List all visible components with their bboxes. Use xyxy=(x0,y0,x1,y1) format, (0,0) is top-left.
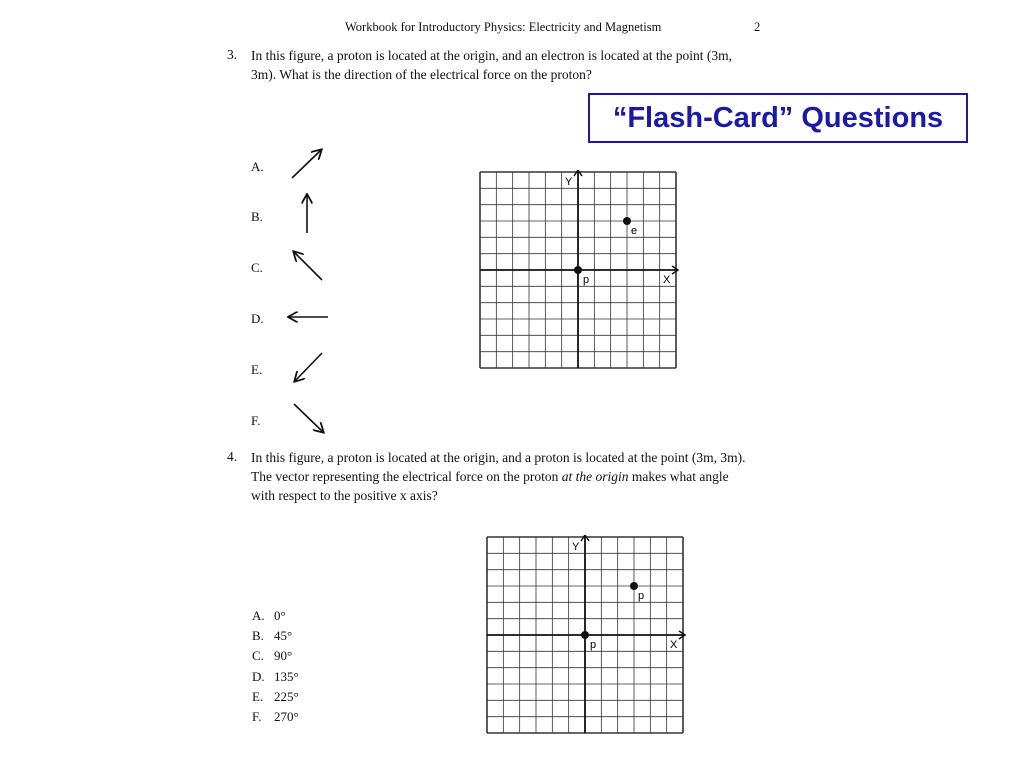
q4-text-emphasis: at the origin xyxy=(561,469,629,484)
arrow-up-right-icon xyxy=(292,150,321,178)
q4-option-e xyxy=(252,687,299,707)
q4-number: 4. xyxy=(227,449,238,464)
q4-option-value: 135° xyxy=(274,668,299,684)
q4-option-f xyxy=(252,707,299,727)
q3-origin-particle-label: p xyxy=(583,274,590,286)
page-number: 2 xyxy=(754,20,761,34)
q4-origin-particle xyxy=(581,631,589,639)
q4-option-c xyxy=(252,646,299,666)
arrow-down-right-icon xyxy=(294,404,323,432)
q4-text-line1: In this figure, a proton is located at the origin, and a proton is located at the point (3m, 3m). xyxy=(251,450,746,465)
q4-option-label: F. xyxy=(252,709,262,725)
q4-option-value: 270° xyxy=(274,709,299,725)
q3-option-d-label: D. xyxy=(251,311,264,326)
arrow-up-left-icon xyxy=(294,252,322,280)
q3-other-particle xyxy=(623,217,631,225)
q3-number: 3. xyxy=(227,47,238,62)
q4-text-line2-c: makes what angle xyxy=(628,469,729,484)
q3-option-c-label: C. xyxy=(251,260,263,275)
q4-option-b xyxy=(252,626,299,646)
q4-option-label: D. xyxy=(252,668,265,684)
q3-origin-particle xyxy=(574,266,582,274)
flash-card-title: “Flash-Card” Questions xyxy=(612,101,944,134)
q4-option-label: A. xyxy=(252,608,265,623)
q3-other-particle-label: e xyxy=(631,225,638,237)
q3-x-label: X xyxy=(663,274,671,286)
q4-other-particle xyxy=(630,582,638,590)
q3-option-a-label: A. xyxy=(251,159,264,174)
q3-option-f-label: F. xyxy=(251,413,261,428)
q4-text-line2-a: The vector representing the electrical force on the proton xyxy=(251,469,562,484)
q4-other-particle-label: p xyxy=(638,590,645,602)
header-title: Workbook for Introductory Physics: Electricity and Magnetism xyxy=(345,20,662,34)
q4-option-label: E. xyxy=(252,688,264,704)
q4-option-value: 0° xyxy=(274,608,286,623)
q4-origin-particle-label: p xyxy=(590,639,597,651)
q4-answer-list xyxy=(252,606,299,727)
arrow-down-left-icon xyxy=(295,353,322,381)
q3-option-e-label: E. xyxy=(251,362,263,377)
q4-y-label: Y xyxy=(572,541,580,553)
q3-y-label: Y xyxy=(565,176,573,188)
q3-coordinate-grid xyxy=(478,170,680,370)
q4-option-d xyxy=(252,667,299,687)
q4-option-value: 45° xyxy=(274,628,293,644)
q3-option-b-label: B. xyxy=(251,209,263,224)
q4-x-label: X xyxy=(670,639,678,651)
q4-option-label: B. xyxy=(252,628,264,644)
q4-option-value: 225° xyxy=(274,688,299,704)
q4-option-a xyxy=(252,606,299,626)
q3-text-line1: In this figure, a proton is located at the origin, and an electron is located at the point (3m, xyxy=(251,48,732,63)
q4-option-label: C. xyxy=(252,648,264,664)
q4-coordinate-grid xyxy=(485,535,687,735)
q3-text-line2: 3m). What is the direction of the electrical force on the proton? xyxy=(251,67,592,82)
q4-text-line2 xyxy=(251,467,729,486)
q4-text-line3: with respect to the positive x axis? xyxy=(251,488,438,503)
q4-option-value: 90° xyxy=(274,648,293,664)
